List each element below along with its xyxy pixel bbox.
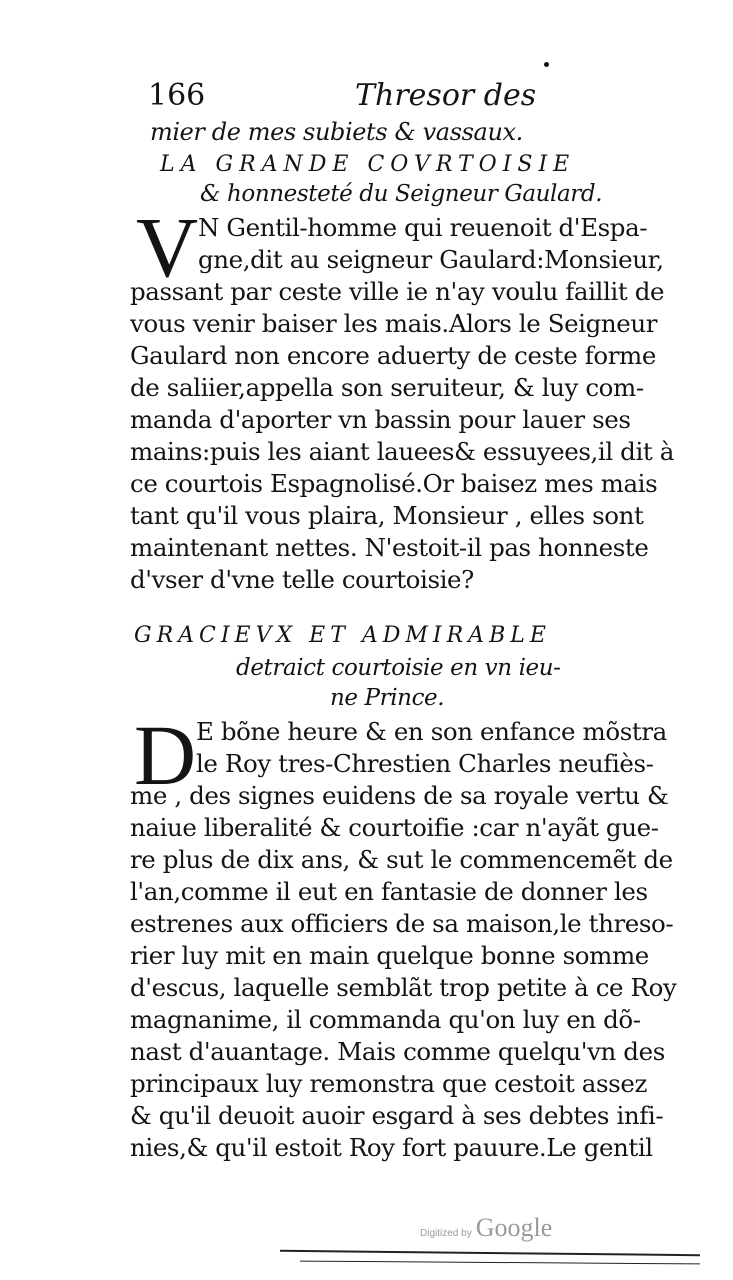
section2-heading-line1: GRACIEVX ET ADMIRABLE xyxy=(134,623,551,648)
watermark-prefix: Digitized by xyxy=(420,1228,472,1239)
section1-line-3: passant par ceste ville ie n'ay voulu faillit de xyxy=(130,277,665,306)
section2-line-14: nies,& qu'il estoit Roy fort pauure.Le gentil xyxy=(130,1133,653,1162)
section2-line-12: principaux luy remonstra que cestoit assez xyxy=(130,1069,647,1098)
watermark-brand: Google xyxy=(475,1213,553,1242)
section2-dropcap: D xyxy=(134,707,197,803)
section2-line-5: re plus de dix ans, & sut le commencemẽt de xyxy=(130,845,673,874)
section1-line-8: mains:puis les aiant lauees& essuyees,il dit à xyxy=(130,437,674,466)
section2-line-9: d'escus, laquelle semblãt trop petite à ce Roy xyxy=(130,973,677,1002)
section1-line-12: d'vser d'vne telle courtoisie? xyxy=(130,565,474,594)
google-watermark xyxy=(420,1213,552,1243)
section1-line-6: de saliier,appella son seruiteur, & luy com- xyxy=(130,373,644,402)
section2-line-6: l'an,comme il eut en fantasie de donner les xyxy=(130,877,648,906)
section2-line-2: le Roy tres-Chrestien Charles neufiès- xyxy=(196,749,654,778)
section2-heading-line2: detraict courtoisie en vn ieu- xyxy=(236,655,561,681)
section1-line-9: ce courtois Espagnolisé.Or baisez mes mais xyxy=(130,469,658,498)
section1-line-1: N Gentil-homme qui reuenoit d'Espa- xyxy=(198,213,648,242)
section2-line-3: me , des signes euidens de sa royale vertu & xyxy=(130,781,669,810)
section2-line-10: magnanime, il commanda qu'on luy en dõ- xyxy=(130,1005,641,1034)
section1-line-7: manda d'aporter vn bassin pour lauer ses xyxy=(130,405,631,434)
section2-line-4: naiue liberalité & courtoifie :car n'ayãt gue- xyxy=(130,813,659,842)
scan-edge-line-2 xyxy=(300,1261,700,1265)
section1-line-4: vous venir baiser les mais.Alors le Seigneur xyxy=(130,309,658,338)
carry-over-line: mier de mes subiets & vassaux. xyxy=(150,118,523,146)
section1-line-10: tant qu'il vous plaira, Monsieur , elles sont xyxy=(130,501,644,530)
running-title: Thresor des xyxy=(355,78,537,113)
section1-heading-line2: & honnesteté du Seigneur Gaulard. xyxy=(200,181,603,207)
section1-line-2: gne,dit au seigneur Gaulard:Monsieur, xyxy=(198,245,664,274)
section1-line-11: maintenant nettes. N'estoit-il pas honneste xyxy=(130,533,649,562)
section2-line-7: estrenes aux officiers de sa maison,le thresо- xyxy=(130,909,674,938)
section2-line-8: rier luy mit en main quelque bonne somme xyxy=(130,941,649,970)
section1-heading-line1: LA GRANDE COVRTOISIE xyxy=(160,152,576,177)
section2-line-13: & qu'il deuoit auoir esgard à ses debtes infi- xyxy=(130,1101,664,1130)
section2-line-1: E bõne heure & en son enfance mõstra xyxy=(196,717,667,746)
section2-heading-line3: ne Prince. xyxy=(330,685,445,711)
ink-speck xyxy=(544,62,549,67)
section1-dropcap: V xyxy=(136,199,199,295)
scan-edge-line xyxy=(280,1250,700,1256)
section2-line-11: nast d'auantage. Mais comme quelqu'vn des xyxy=(130,1037,665,1066)
page-number: 166 xyxy=(148,78,206,113)
section1-line-5: Gaulard non encore aduerty de ceste forme xyxy=(130,341,656,370)
